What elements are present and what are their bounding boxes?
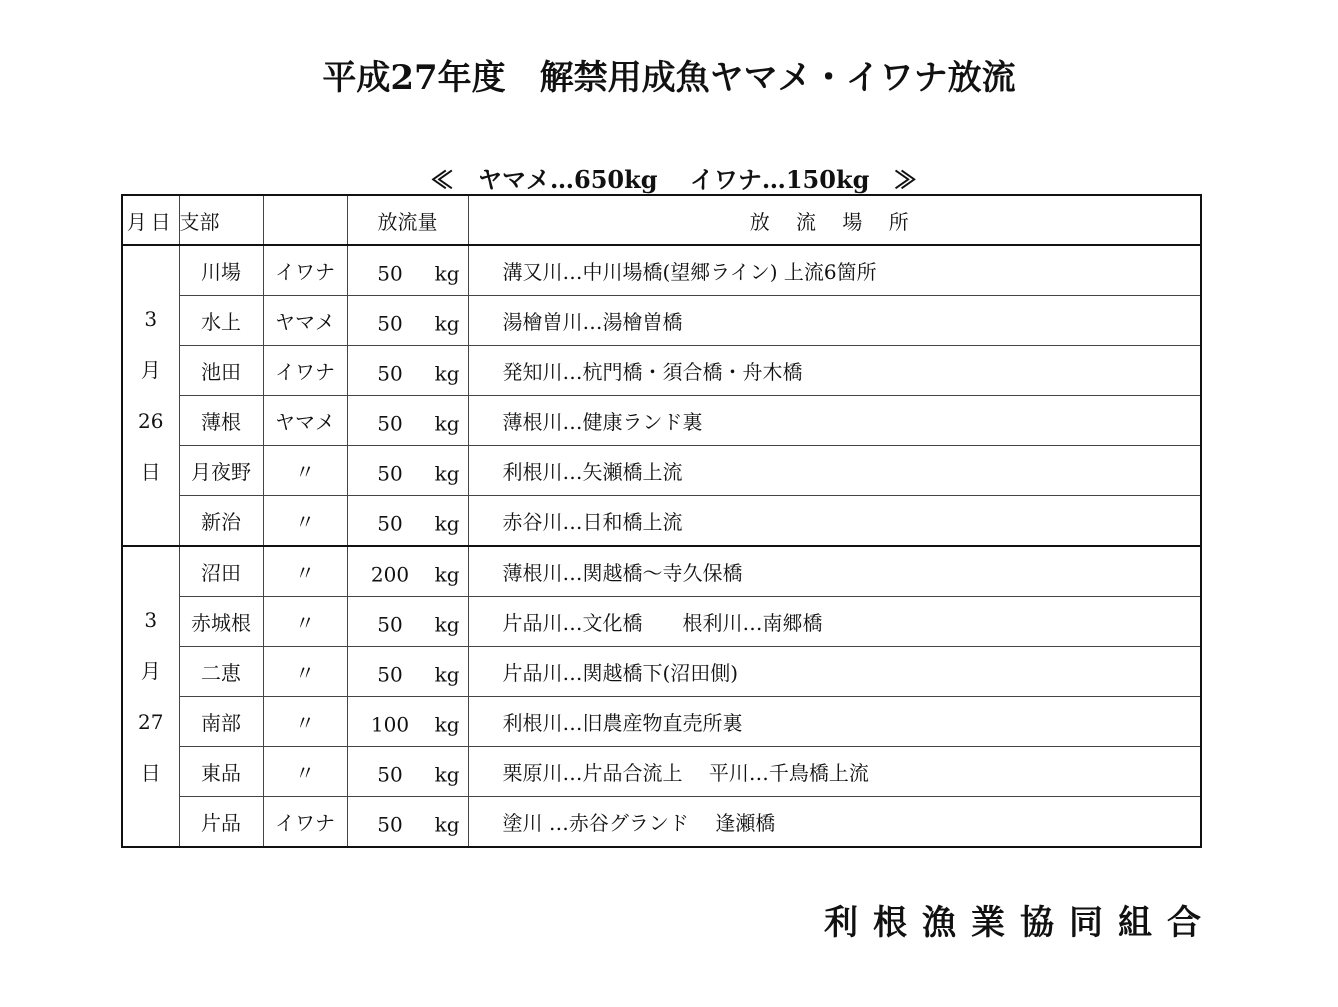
header-place: 放 流 場 所 <box>468 195 1201 245</box>
table-row <box>122 697 1201 747</box>
release-location-cell: 利根川…矢瀬橋上流 <box>468 446 1201 496</box>
release-location-cell: 湯檜曽川…湯檜曽橋 <box>468 296 1201 346</box>
table-row <box>122 496 1201 547</box>
amount-unit: kg <box>434 310 460 335</box>
amount-value: 50 <box>377 811 403 836</box>
fish-type-cell: 〃 <box>263 496 347 547</box>
amount-unit: kg <box>434 711 460 736</box>
amount-value: 50 <box>377 360 403 385</box>
release-location-cell: 発知川…杭門橋・須合橋・舟木橋 <box>468 346 1201 396</box>
amount-unit: kg <box>434 611 460 636</box>
amount-cell <box>347 546 468 597</box>
date-line: 日 <box>140 760 161 785</box>
amount-cell <box>347 797 468 848</box>
release-schedule-table <box>121 194 1202 848</box>
branch-cell: 片品 <box>179 797 263 848</box>
date-line: 日 <box>140 459 161 484</box>
release-location-cell: 利根川…旧農産物直売所裏 <box>468 697 1201 747</box>
table-row <box>122 647 1201 697</box>
fish-type-cell: 〃 <box>263 647 347 697</box>
header-date: 月日 <box>122 195 179 245</box>
amount-cell <box>347 647 468 697</box>
amount-cell <box>347 346 468 396</box>
header-fish <box>263 195 347 245</box>
amount-unit: kg <box>434 360 460 385</box>
amount-value: 200 <box>370 561 410 586</box>
amount-value: 50 <box>377 661 403 686</box>
branch-cell: 赤城根 <box>179 597 263 647</box>
table-row <box>122 546 1201 597</box>
amount-value: 50 <box>377 410 403 435</box>
table-row <box>122 296 1201 346</box>
date-line: 3 <box>144 607 158 632</box>
amount-value: 50 <box>377 260 403 285</box>
amount-value: 50 <box>377 611 403 636</box>
branch-cell: 南部 <box>179 697 263 747</box>
date-line: 27 <box>138 709 164 734</box>
release-location-cell: 溝又川…中川場橋(望郷ライン) 上流6箇所 <box>468 245 1201 296</box>
fish-type-cell: イワナ <box>263 797 347 848</box>
branch-cell: 月夜野 <box>179 446 263 496</box>
amount-cell <box>347 396 468 446</box>
branch-cell: 東品 <box>179 747 263 797</box>
branch-cell: 川場 <box>179 245 263 296</box>
amount-unit: kg <box>434 410 460 435</box>
table-row <box>122 245 1201 296</box>
release-location-cell: 赤谷川…日和橋上流 <box>468 496 1201 547</box>
table-row <box>122 396 1201 446</box>
amount-unit: kg <box>434 661 460 686</box>
amount-unit: kg <box>434 460 460 485</box>
branch-cell: 二恵 <box>179 647 263 697</box>
amount-unit: kg <box>434 260 460 285</box>
amount-value: 50 <box>377 510 403 535</box>
amount-unit: kg <box>434 761 460 786</box>
amount-value: 50 <box>377 460 403 485</box>
branch-cell: 水上 <box>179 296 263 346</box>
date-cell <box>122 546 179 847</box>
release-location-cell: 薄根川…健康ランド裏 <box>468 396 1201 446</box>
branch-cell: 新治 <box>179 496 263 547</box>
date-line: 月 <box>140 658 161 683</box>
amount-value: 100 <box>370 711 410 736</box>
branch-cell: 池田 <box>179 346 263 396</box>
table-row <box>122 797 1201 848</box>
fish-type-cell: 〃 <box>263 546 347 597</box>
table-row <box>122 346 1201 396</box>
amount-cell <box>347 446 468 496</box>
fish-type-cell: ヤマメ <box>263 296 347 346</box>
date-cell <box>122 245 179 546</box>
amount-unit: kg <box>434 510 460 535</box>
amount-unit: kg <box>434 561 460 586</box>
release-total-summary: ≪ ヤマメ…650kg イワナ…150kg ≫ <box>430 165 918 194</box>
amount-cell <box>347 597 468 647</box>
date-line: 3 <box>144 306 158 331</box>
page-title: 平成27年度 解禁用成魚ヤマメ・イワナ放流 <box>322 58 1016 98</box>
release-location-cell: 栗原川…片品合流上 平川…千鳥橋上流 <box>468 747 1201 797</box>
amount-cell <box>347 496 468 547</box>
amount-cell <box>347 245 468 296</box>
organization-name: 利根漁業協同組合 <box>824 903 1216 943</box>
amount-cell <box>347 697 468 747</box>
fish-type-cell: 〃 <box>263 747 347 797</box>
table-row <box>122 747 1201 797</box>
release-location-cell: 塗川 …赤谷グランド 逢瀬橋 <box>468 797 1201 848</box>
table-header-row <box>122 195 1201 245</box>
header-amount: 放流量 <box>347 195 468 245</box>
release-location-cell: 片品川…文化橋 根利川…南郷橋 <box>468 597 1201 647</box>
fish-type-cell: イワナ <box>263 245 347 296</box>
table-row <box>122 597 1201 647</box>
date-line: 月 <box>140 357 161 382</box>
fish-type-cell: 〃 <box>263 446 347 496</box>
branch-cell: 沼田 <box>179 546 263 597</box>
release-location-cell: 片品川…関越橋下(沼田側) <box>468 647 1201 697</box>
branch-cell: 薄根 <box>179 396 263 446</box>
fish-type-cell: ヤマメ <box>263 396 347 446</box>
table-row <box>122 446 1201 496</box>
amount-value: 50 <box>377 310 403 335</box>
amount-cell <box>347 296 468 346</box>
release-location-cell: 薄根川…関越橋～寺久保橋 <box>468 546 1201 597</box>
header-branch: 支部 <box>179 195 263 245</box>
amount-cell <box>347 747 468 797</box>
amount-unit: kg <box>434 811 460 836</box>
fish-type-cell: 〃 <box>263 697 347 747</box>
fish-type-cell: イワナ <box>263 346 347 396</box>
fish-type-cell: 〃 <box>263 597 347 647</box>
date-line: 26 <box>138 408 164 433</box>
amount-value: 50 <box>377 761 403 786</box>
